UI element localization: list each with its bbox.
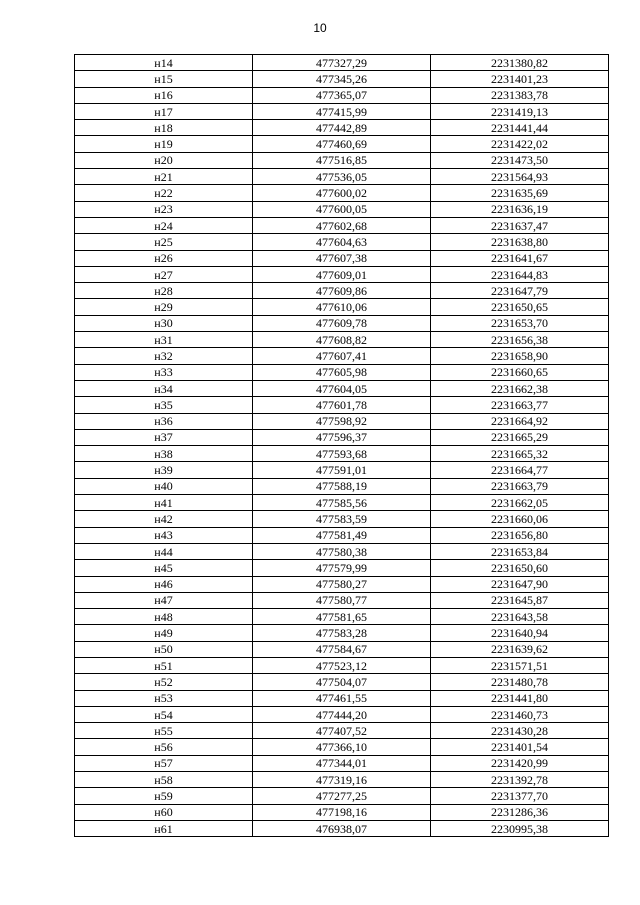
point-id-cell: н35 <box>75 397 253 413</box>
point-id-cell: н43 <box>75 527 253 543</box>
table-row <box>75 266 609 282</box>
point-id-cell: н60 <box>75 804 253 820</box>
point-id-cell: н18 <box>75 120 253 136</box>
x-coordinate-cell: 477580,27 <box>253 576 431 592</box>
y-coordinate-cell: 2231662,05 <box>431 495 609 511</box>
table-row <box>75 397 609 413</box>
point-id-cell: н25 <box>75 234 253 250</box>
x-coordinate-cell: 477600,02 <box>253 185 431 201</box>
y-coordinate-cell: 2231665,29 <box>431 429 609 445</box>
y-coordinate-cell: 2231645,87 <box>431 592 609 608</box>
x-coordinate-cell: 477581,49 <box>253 527 431 543</box>
x-coordinate-cell: 477600,05 <box>253 201 431 217</box>
x-coordinate-cell: 477601,78 <box>253 397 431 413</box>
point-id-cell: н59 <box>75 788 253 804</box>
point-id-cell: н22 <box>75 185 253 201</box>
y-coordinate-cell: 2231480,78 <box>431 674 609 690</box>
table-row <box>75 772 609 788</box>
table-row <box>75 527 609 543</box>
y-coordinate-cell: 2231656,38 <box>431 332 609 348</box>
table-row <box>75 543 609 559</box>
y-coordinate-cell: 2231640,94 <box>431 625 609 641</box>
table-row <box>75 674 609 690</box>
table-row <box>75 413 609 429</box>
point-id-cell: н21 <box>75 169 253 185</box>
y-coordinate-cell: 2231564,93 <box>431 169 609 185</box>
point-id-cell: н15 <box>75 71 253 87</box>
coordinates-table <box>74 54 609 837</box>
point-id-cell: н17 <box>75 103 253 119</box>
y-coordinate-cell: 2231639,62 <box>431 641 609 657</box>
x-coordinate-cell: 477583,28 <box>253 625 431 641</box>
table-row <box>75 511 609 527</box>
table-row <box>75 71 609 87</box>
y-coordinate-cell: 2231663,77 <box>431 397 609 413</box>
y-coordinate-cell: 2231286,36 <box>431 804 609 820</box>
point-id-cell: н19 <box>75 136 253 152</box>
table-row <box>75 560 609 576</box>
x-coordinate-cell: 477604,05 <box>253 380 431 396</box>
point-id-cell: н20 <box>75 152 253 168</box>
x-coordinate-cell: 477344,01 <box>253 755 431 771</box>
point-id-cell: н53 <box>75 690 253 706</box>
x-coordinate-cell: 477516,85 <box>253 152 431 168</box>
table-row <box>75 820 609 836</box>
y-coordinate-cell: 2231419,13 <box>431 103 609 119</box>
point-id-cell: н50 <box>75 641 253 657</box>
y-coordinate-cell: 2231653,84 <box>431 543 609 559</box>
y-coordinate-cell: 2231656,80 <box>431 527 609 543</box>
table-row <box>75 478 609 494</box>
table-row <box>75 788 609 804</box>
y-coordinate-cell: 2231650,60 <box>431 560 609 576</box>
x-coordinate-cell: 477609,78 <box>253 315 431 331</box>
table-row <box>75 103 609 119</box>
table-row <box>75 120 609 136</box>
table-row <box>75 657 609 673</box>
table-row <box>75 641 609 657</box>
table-row <box>75 625 609 641</box>
y-coordinate-cell: 2231638,80 <box>431 234 609 250</box>
point-id-cell: н37 <box>75 429 253 445</box>
y-coordinate-cell: 2231644,83 <box>431 266 609 282</box>
x-coordinate-cell: 477607,38 <box>253 250 431 266</box>
point-id-cell: н48 <box>75 609 253 625</box>
y-coordinate-cell: 2231664,92 <box>431 413 609 429</box>
table-row <box>75 576 609 592</box>
x-coordinate-cell: 477580,38 <box>253 543 431 559</box>
x-coordinate-cell: 477596,37 <box>253 429 431 445</box>
point-id-cell: н27 <box>75 266 253 282</box>
y-coordinate-cell: 2231653,70 <box>431 315 609 331</box>
point-id-cell: н55 <box>75 723 253 739</box>
point-id-cell: н32 <box>75 348 253 364</box>
y-coordinate-cell: 2231422,02 <box>431 136 609 152</box>
table-row <box>75 136 609 152</box>
y-coordinate-cell: 2231665,32 <box>431 446 609 462</box>
x-coordinate-cell: 477604,63 <box>253 234 431 250</box>
x-coordinate-cell: 477580,77 <box>253 592 431 608</box>
table-row <box>75 755 609 771</box>
x-coordinate-cell: 477345,26 <box>253 71 431 87</box>
y-coordinate-cell: 2231636,19 <box>431 201 609 217</box>
table-row <box>75 87 609 103</box>
y-coordinate-cell: 2231650,65 <box>431 299 609 315</box>
table-row <box>75 283 609 299</box>
point-id-cell: н61 <box>75 820 253 836</box>
x-coordinate-cell: 477327,29 <box>253 55 431 71</box>
table-row <box>75 609 609 625</box>
y-coordinate-cell: 2231460,73 <box>431 706 609 722</box>
y-coordinate-cell: 2231473,50 <box>431 152 609 168</box>
y-coordinate-cell: 2231641,67 <box>431 250 609 266</box>
y-coordinate-cell: 2231635,69 <box>431 185 609 201</box>
point-id-cell: н14 <box>75 55 253 71</box>
point-id-cell: н34 <box>75 380 253 396</box>
x-coordinate-cell: 477585,56 <box>253 495 431 511</box>
table-row <box>75 55 609 71</box>
x-coordinate-cell: 477583,59 <box>253 511 431 527</box>
y-coordinate-cell: 2231571,51 <box>431 657 609 673</box>
x-coordinate-cell: 477504,07 <box>253 674 431 690</box>
point-id-cell: н39 <box>75 462 253 478</box>
table-row <box>75 739 609 755</box>
point-id-cell: н23 <box>75 201 253 217</box>
x-coordinate-cell: 477442,89 <box>253 120 431 136</box>
x-coordinate-cell: 477444,20 <box>253 706 431 722</box>
table-row <box>75 429 609 445</box>
point-id-cell: н49 <box>75 625 253 641</box>
y-coordinate-cell: 2231441,80 <box>431 690 609 706</box>
table-row <box>75 169 609 185</box>
point-id-cell: н57 <box>75 755 253 771</box>
y-coordinate-cell: 2231377,70 <box>431 788 609 804</box>
x-coordinate-cell: 477461,55 <box>253 690 431 706</box>
table-row <box>75 690 609 706</box>
point-id-cell: н29 <box>75 299 253 315</box>
x-coordinate-cell: 477609,01 <box>253 266 431 282</box>
y-coordinate-cell: 2231662,38 <box>431 380 609 396</box>
x-coordinate-cell: 477536,05 <box>253 169 431 185</box>
point-id-cell: н38 <box>75 446 253 462</box>
y-coordinate-cell: 2231637,47 <box>431 217 609 233</box>
table-row <box>75 234 609 250</box>
x-coordinate-cell: 477607,41 <box>253 348 431 364</box>
point-id-cell: н16 <box>75 87 253 103</box>
point-id-cell: н56 <box>75 739 253 755</box>
x-coordinate-cell: 477598,92 <box>253 413 431 429</box>
table-row <box>75 299 609 315</box>
y-coordinate-cell: 2231647,90 <box>431 576 609 592</box>
x-coordinate-cell: 477366,10 <box>253 739 431 755</box>
table-row <box>75 185 609 201</box>
table-row <box>75 152 609 168</box>
x-coordinate-cell: 477407,52 <box>253 723 431 739</box>
x-coordinate-cell: 477579,99 <box>253 560 431 576</box>
y-coordinate-cell: 2231420,99 <box>431 755 609 771</box>
x-coordinate-cell: 477602,68 <box>253 217 431 233</box>
point-id-cell: н31 <box>75 332 253 348</box>
point-id-cell: н36 <box>75 413 253 429</box>
point-id-cell: н44 <box>75 543 253 559</box>
x-coordinate-cell: 477415,99 <box>253 103 431 119</box>
y-coordinate-cell: 2231664,77 <box>431 462 609 478</box>
y-coordinate-cell: 2231380,82 <box>431 55 609 71</box>
y-coordinate-cell: 2231401,54 <box>431 739 609 755</box>
table-row <box>75 804 609 820</box>
x-coordinate-cell: 477591,01 <box>253 462 431 478</box>
point-id-cell: н33 <box>75 364 253 380</box>
table-row <box>75 332 609 348</box>
y-coordinate-cell: 2231647,79 <box>431 283 609 299</box>
y-coordinate-cell: 2231663,79 <box>431 478 609 494</box>
point-id-cell: н52 <box>75 674 253 690</box>
point-id-cell: н42 <box>75 511 253 527</box>
table-row <box>75 462 609 478</box>
point-id-cell: н46 <box>75 576 253 592</box>
y-coordinate-cell: 2231660,06 <box>431 511 609 527</box>
point-id-cell: н58 <box>75 772 253 788</box>
y-coordinate-cell: 2231392,78 <box>431 772 609 788</box>
point-id-cell: н28 <box>75 283 253 299</box>
x-coordinate-cell: 477609,86 <box>253 283 431 299</box>
table-row <box>75 380 609 396</box>
x-coordinate-cell: 477198,16 <box>253 804 431 820</box>
table-row <box>75 364 609 380</box>
y-coordinate-cell: 2231643,58 <box>431 609 609 625</box>
x-coordinate-cell: 477608,82 <box>253 332 431 348</box>
y-coordinate-cell: 2231660,65 <box>431 364 609 380</box>
point-id-cell: н41 <box>75 495 253 511</box>
y-coordinate-cell: 2231658,90 <box>431 348 609 364</box>
page-number: 10 <box>313 21 327 35</box>
table-row <box>75 495 609 511</box>
point-id-cell: н47 <box>75 592 253 608</box>
point-id-cell: н30 <box>75 315 253 331</box>
y-coordinate-cell: 2231383,78 <box>431 87 609 103</box>
x-coordinate-cell: 477584,67 <box>253 641 431 657</box>
point-id-cell: н45 <box>75 560 253 576</box>
x-coordinate-cell: 477605,98 <box>253 364 431 380</box>
point-id-cell: н26 <box>75 250 253 266</box>
y-coordinate-cell: 2230995,38 <box>431 820 609 836</box>
table-row <box>75 201 609 217</box>
y-coordinate-cell: 2231430,28 <box>431 723 609 739</box>
y-coordinate-cell: 2231441,44 <box>431 120 609 136</box>
table-row <box>75 723 609 739</box>
table-row <box>75 250 609 266</box>
x-coordinate-cell: 477610,06 <box>253 299 431 315</box>
x-coordinate-cell: 477460,69 <box>253 136 431 152</box>
point-id-cell: н54 <box>75 706 253 722</box>
x-coordinate-cell: 477593,68 <box>253 446 431 462</box>
table-row <box>75 446 609 462</box>
table-row <box>75 315 609 331</box>
table-row <box>75 592 609 608</box>
coordinates-table-body <box>75 55 609 837</box>
x-coordinate-cell: 477581,65 <box>253 609 431 625</box>
x-coordinate-cell: 477523,12 <box>253 657 431 673</box>
table-row <box>75 217 609 233</box>
x-coordinate-cell: 477365,07 <box>253 87 431 103</box>
x-coordinate-cell: 477588,19 <box>253 478 431 494</box>
table-row <box>75 706 609 722</box>
point-id-cell: н51 <box>75 657 253 673</box>
point-id-cell: н24 <box>75 217 253 233</box>
x-coordinate-cell: 477277,25 <box>253 788 431 804</box>
y-coordinate-cell: 2231401,23 <box>431 71 609 87</box>
x-coordinate-cell: 476938,07 <box>253 820 431 836</box>
table-row <box>75 348 609 364</box>
x-coordinate-cell: 477319,16 <box>253 772 431 788</box>
point-id-cell: н40 <box>75 478 253 494</box>
